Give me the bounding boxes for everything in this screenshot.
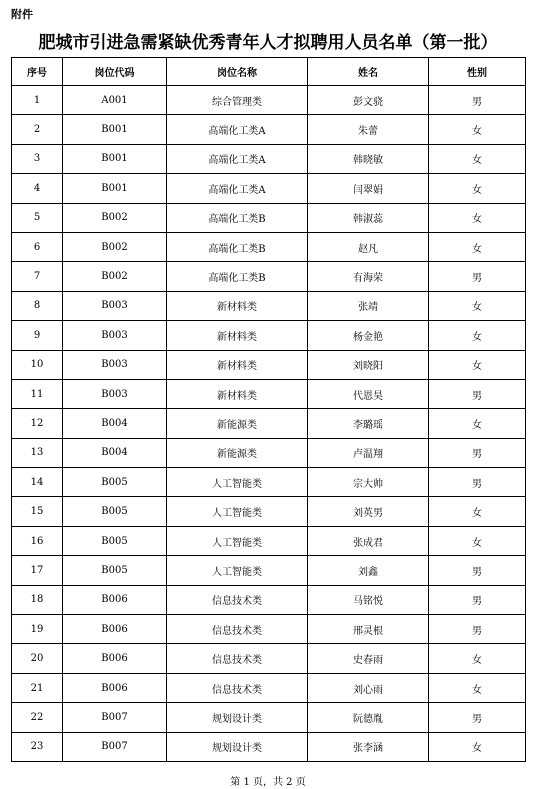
cell-serial: 14 <box>12 468 63 497</box>
cell-post-name: 信息技术类 <box>167 673 308 702</box>
header-serial: 序号 <box>12 58 63 86</box>
cell-post-code: B002 <box>63 232 167 261</box>
table-row <box>12 644 526 673</box>
document-title: 肥城市引进急需紧缺优秀青年人才拟聘用人员名单（第一批） <box>38 33 498 53</box>
cell-post-code: B006 <box>63 615 167 644</box>
cell-gender: 女 <box>429 350 526 379</box>
cell-serial: 11 <box>12 379 63 408</box>
cell-serial: 16 <box>12 526 63 555</box>
cell-post-name: 信息技术类 <box>167 585 308 614</box>
header-post-code: 岗位代码 <box>63 58 167 86</box>
cell-serial: 7 <box>12 262 63 291</box>
cell-post-code: B002 <box>63 262 167 291</box>
cell-gender: 男 <box>429 585 526 614</box>
cell-gender: 男 <box>429 379 526 408</box>
cell-serial: 12 <box>12 409 63 438</box>
cell-gender: 女 <box>429 497 526 526</box>
table-row <box>12 262 526 291</box>
table-row <box>12 703 526 732</box>
cell-post-name: 人工智能类 <box>167 468 308 497</box>
cell-post-name: 高端化工类A <box>167 115 308 144</box>
table-row <box>12 673 526 702</box>
cell-name: 马铭悦 <box>308 585 429 614</box>
cell-serial: 5 <box>12 203 63 232</box>
cell-gender: 女 <box>429 291 526 320</box>
cell-post-code: B005 <box>63 468 167 497</box>
header-post-name: 岗位名称 <box>167 58 308 86</box>
cell-post-name: 人工智能类 <box>167 497 308 526</box>
cell-name: 代恩昊 <box>308 379 429 408</box>
table-row <box>12 115 526 144</box>
cell-gender: 男 <box>429 438 526 467</box>
cell-gender: 女 <box>429 732 526 761</box>
cell-gender: 男 <box>429 615 526 644</box>
cell-post-name: 人工智能类 <box>167 556 308 585</box>
cell-post-name: 规划设计类 <box>167 732 308 761</box>
cell-name: 闫翠娟 <box>308 174 429 203</box>
page-footer: 第 1 页，共 2 页 <box>230 777 306 788</box>
cell-post-code: B003 <box>63 379 167 408</box>
cell-name: 有海荣 <box>308 262 429 291</box>
cell-post-name: 信息技术类 <box>167 644 308 673</box>
cell-post-code: B001 <box>63 144 167 173</box>
table-row <box>12 232 526 261</box>
cell-serial: 19 <box>12 615 63 644</box>
cell-serial: 6 <box>12 232 63 261</box>
cell-gender: 女 <box>429 144 526 173</box>
personnel-table <box>11 57 526 762</box>
cell-post-code: B004 <box>63 409 167 438</box>
cell-post-code: B007 <box>63 732 167 761</box>
cell-serial: 8 <box>12 291 63 320</box>
table-header-row <box>12 58 526 86</box>
cell-serial: 15 <box>12 497 63 526</box>
cell-name: 朱蕾 <box>308 115 429 144</box>
cell-gender: 女 <box>429 526 526 555</box>
table-row <box>12 86 526 115</box>
table-row <box>12 556 526 585</box>
cell-post-code: B006 <box>63 644 167 673</box>
table-row <box>12 497 526 526</box>
cell-serial: 13 <box>12 438 63 467</box>
cell-name: 刘英男 <box>308 497 429 526</box>
cell-name: 卢温翔 <box>308 438 429 467</box>
cell-serial: 3 <box>12 144 63 173</box>
cell-post-code: B004 <box>63 438 167 467</box>
cell-name: 杨金艳 <box>308 321 429 350</box>
table-row <box>12 409 526 438</box>
cell-name: 彭文骁 <box>308 86 429 115</box>
cell-post-name: 高端化工类B <box>167 262 308 291</box>
cell-name: 韩晓敏 <box>308 144 429 173</box>
table-row <box>12 526 526 555</box>
table-row <box>12 203 526 232</box>
cell-gender: 女 <box>429 321 526 350</box>
cell-post-code: B005 <box>63 526 167 555</box>
cell-post-code: A001 <box>63 86 167 115</box>
cell-post-code: B005 <box>63 497 167 526</box>
cell-name: 韩淑蕊 <box>308 203 429 232</box>
cell-post-name: 人工智能类 <box>167 526 308 555</box>
cell-post-code: B002 <box>63 203 167 232</box>
cell-name: 刘心雨 <box>308 673 429 702</box>
cell-name: 张靖 <box>308 291 429 320</box>
table-row <box>12 321 526 350</box>
cell-serial: 2 <box>12 115 63 144</box>
cell-post-name: 新材料类 <box>167 350 308 379</box>
cell-serial: 4 <box>12 174 63 203</box>
cell-post-name: 新材料类 <box>167 379 308 408</box>
cell-gender: 女 <box>429 115 526 144</box>
cell-name: 刘鑫 <box>308 556 429 585</box>
cell-post-code: B003 <box>63 291 167 320</box>
table-row <box>12 144 526 173</box>
cell-serial: 10 <box>12 350 63 379</box>
cell-post-name: 新能源类 <box>167 409 308 438</box>
cell-name: 刘晓阳 <box>308 350 429 379</box>
header-gender: 性别 <box>429 58 526 86</box>
cell-gender: 男 <box>429 86 526 115</box>
cell-serial: 22 <box>12 703 63 732</box>
table-row <box>12 379 526 408</box>
table-body <box>12 86 526 762</box>
cell-post-code: B003 <box>63 350 167 379</box>
attachment-label: 附件 <box>11 8 33 21</box>
cell-post-name: 信息技术类 <box>167 615 308 644</box>
cell-serial: 21 <box>12 673 63 702</box>
cell-serial: 17 <box>12 556 63 585</box>
cell-post-name: 高端化工类A <box>167 144 308 173</box>
cell-name: 赵凡 <box>308 232 429 261</box>
table-row <box>12 615 526 644</box>
table-row <box>12 585 526 614</box>
cell-name: 张李涵 <box>308 732 429 761</box>
cell-post-name: 新材料类 <box>167 321 308 350</box>
cell-serial: 18 <box>12 585 63 614</box>
cell-post-code: B006 <box>63 673 167 702</box>
cell-serial: 20 <box>12 644 63 673</box>
header-name: 姓名 <box>308 58 429 86</box>
cell-gender: 女 <box>429 203 526 232</box>
cell-post-code: B001 <box>63 174 167 203</box>
cell-post-code: B007 <box>63 703 167 732</box>
cell-gender: 男 <box>429 262 526 291</box>
table-row <box>12 350 526 379</box>
cell-name: 宗大帅 <box>308 468 429 497</box>
table-row <box>12 438 526 467</box>
table-row <box>12 732 526 761</box>
cell-gender: 女 <box>429 409 526 438</box>
cell-gender: 男 <box>429 703 526 732</box>
cell-post-name: 规划设计类 <box>167 703 308 732</box>
cell-gender: 男 <box>429 556 526 585</box>
cell-post-code: B005 <box>63 556 167 585</box>
cell-gender: 女 <box>429 174 526 203</box>
cell-gender: 女 <box>429 673 526 702</box>
cell-post-name: 新能源类 <box>167 438 308 467</box>
cell-post-code: B006 <box>63 585 167 614</box>
cell-name: 张成君 <box>308 526 429 555</box>
cell-post-name: 综合管理类 <box>167 86 308 115</box>
cell-name: 史春雨 <box>308 644 429 673</box>
cell-gender: 女 <box>429 644 526 673</box>
cell-name: 李璐瑶 <box>308 409 429 438</box>
cell-post-code: B001 <box>63 115 167 144</box>
cell-serial: 1 <box>12 86 63 115</box>
cell-gender: 男 <box>429 468 526 497</box>
cell-post-name: 高端化工类A <box>167 174 308 203</box>
table-row <box>12 174 526 203</box>
table-row <box>12 468 526 497</box>
cell-name: 阮德胤 <box>308 703 429 732</box>
cell-gender: 女 <box>429 232 526 261</box>
cell-post-name: 新材料类 <box>167 291 308 320</box>
cell-name: 邢灵根 <box>308 615 429 644</box>
table-row <box>12 291 526 320</box>
cell-post-name: 高端化工类B <box>167 232 308 261</box>
cell-post-code: B003 <box>63 321 167 350</box>
cell-post-name: 高端化工类B <box>167 203 308 232</box>
cell-serial: 9 <box>12 321 63 350</box>
cell-serial: 23 <box>12 732 63 761</box>
